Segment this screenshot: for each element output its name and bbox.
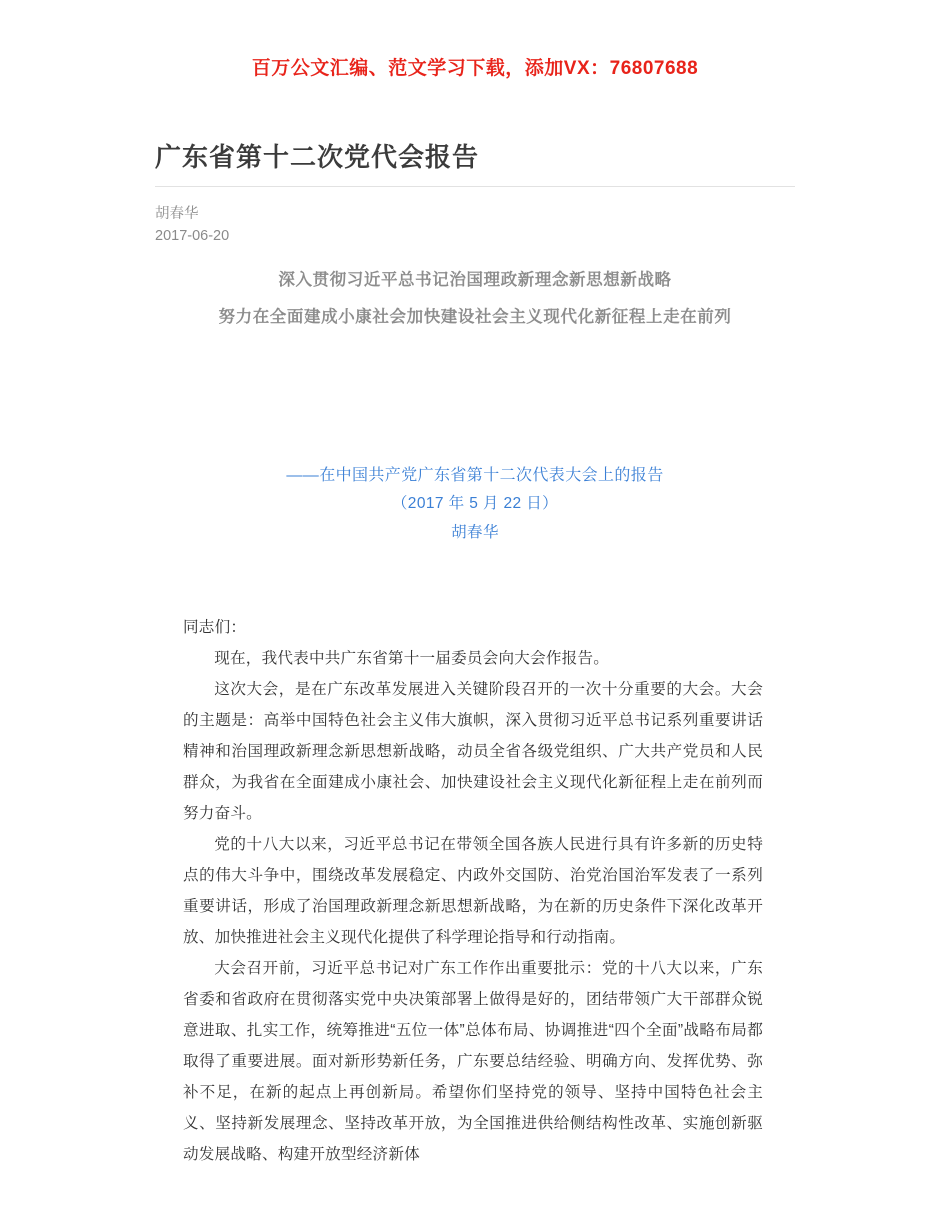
paragraph-3: 党的十八大以来，习近平总书记在带领全国各族人民进行具有许多新的历史特点的伟大斗争中，围绕改革发展稳定、内政外交国防、治党治国治军发表了一系列重要讲话，形成了治国理政新理念新思想新战略，为在新的历史条件下深化改革开放、加快推进社会主义现代化提供了科学理论指导和行动指南。 [183, 836, 763, 946]
subheading-line-2: 努力在全面建成小康社会加快建设社会主义现代化新征程上走在前列 [218, 308, 732, 326]
subheading-line-1: 深入贯彻习近平总书记治国理政新理念新思想新战略 [278, 271, 672, 289]
promo-banner: 百万公文汇编、范文学习下载，添加VX：76807688 [251, 58, 699, 79]
title-divider [155, 186, 795, 187]
report-speaker-line: 胡春华 [451, 524, 499, 541]
publish-date: 2017-06-20 [155, 228, 230, 245]
paragraph-2: 这次大会，是在广东改革发展进入关键阶段召开的一次十分重要的大会。大会的主题是：高举中国特色社会主义伟大旗帜，深入贯彻习近平总书记系列重要讲话精神和治国理政新理念新思想新战略，动员全省各级党组织、广大共产党员和人民群众，为我省在全面建成小康社会、加快建设社会主义现代化新征程上走在前列而努力奋斗。 [183, 681, 763, 822]
paragraph-salutation: 同志们： [183, 619, 247, 636]
paragraph-4: 大会召开前，习近平总书记对广东工作作出重要批示：党的十八大以来，广东省委和省政府在贯彻落实党中央决策部署上做得是好的，团结带领广大干部群众锐意进取、扎实工作，统筹推进“五位一体”总体布局、协调推进“四个全面”战略布局都取得了重要进展。面对新形势新任务，广东要总结经验、明确方向、发挥优势、弥补不足，在新的起点上再创新局。希望你们坚持党的领导、坚持中国特色社会主义、坚持新发展理念、坚持改革开放，为全国推进供给侧结构性改革、实施创新驱动发展战略、构建开放型经济新体 [183, 960, 763, 1163]
document-body [183, 612, 763, 1170]
paragraph-1: 现在，我代表中共广东省第十一届委员会向大会作报告。 [214, 650, 610, 667]
page-title: 广东省第十二次党代会报告 [155, 142, 480, 172]
report-source-line: ——在中国共产党广东省第十二次代表大会上的报告 [286, 467, 664, 484]
author-name: 胡春华 [155, 206, 199, 222]
report-date-line: （2017 年 5 月 22 日） [391, 495, 559, 512]
document-meta [155, 203, 229, 248]
